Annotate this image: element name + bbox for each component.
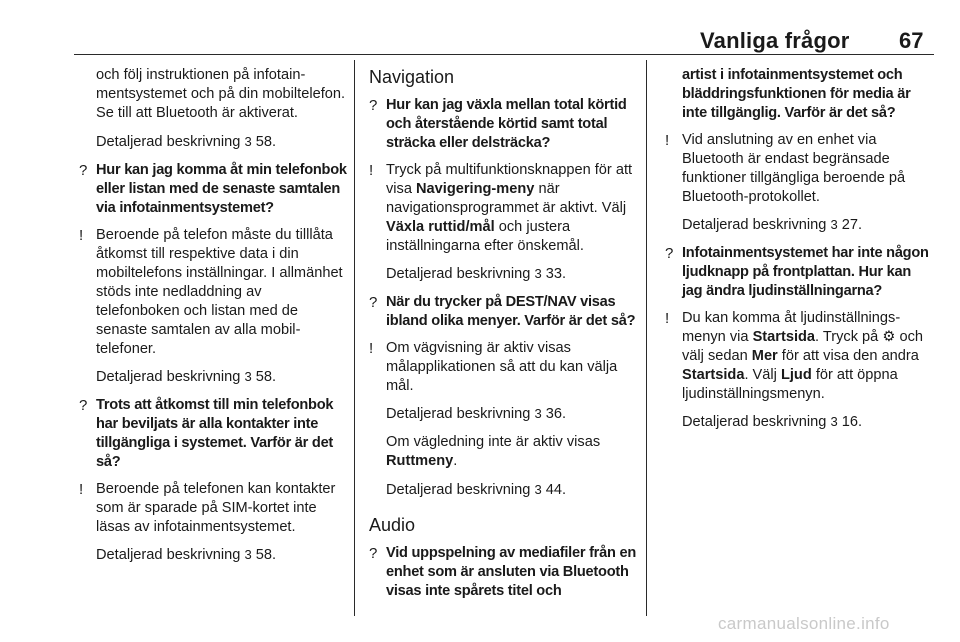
reference-page: 33. [541, 266, 567, 282]
answer-text-part: för att öppna ljudinställningsmenyn. [682, 367, 898, 402]
answer-item [665, 309, 933, 404]
arrow-right-icon: 3 [534, 266, 542, 281]
question-text: Hur kan jag komma åt min telefonbok eller listan med de senaste samtalen via infotainmentsystemet? [96, 162, 347, 216]
question-icon: ? [369, 97, 378, 114]
menu-term: Navigering-meny [416, 181, 535, 197]
question-icon: ? [369, 294, 378, 311]
answer-text: Beroende på telefonen kan kontakter som är sparade på SIM-kortet inte läsas av infotainmentsystemet. [96, 481, 336, 535]
answer-text-part: och justera inställningarna efter önskemål. [386, 219, 584, 254]
answer-text-part: . Välj [744, 367, 781, 383]
exclamation-icon: ! [369, 162, 374, 179]
paragraph: och följ instruktionen på infotainmentsystemet och på din mobiltelefon. Se till att Bluetooth är aktiverat. [96, 67, 346, 121]
section-heading-audio: Audio [369, 515, 416, 535]
menu-term: Ljud [780, 367, 812, 383]
question-text: Infotainmentsystemet har inte någon ljudknapp på frontplattan. Hur kan jag ändra ljudinställningarna? [682, 245, 929, 299]
reference-text: Detaljerad beskrivning [682, 217, 831, 233]
exclamation-icon: ! [369, 340, 374, 357]
page-header-title: Vanliga frågor [700, 28, 850, 53]
answer-text: Om vägvisning är aktiv visas målapplikationen så att du kan välja mål. [386, 340, 618, 394]
settings-icon: ⚙ [882, 329, 896, 345]
menu-term: Ruttmeny [386, 453, 454, 469]
reference-text: Detaljerad beskrivning [682, 414, 831, 430]
question-icon: ? [79, 397, 88, 414]
reference-page: 58. [251, 369, 277, 385]
column-2 [369, 66, 637, 609]
section-heading-navigation: Navigation [369, 67, 455, 87]
reference-text: Detaljerad beskrivning [386, 266, 535, 282]
question-text: artist i infotainmentsystemet och bläddringsfunktionen för media är inte tillgänglig. Varför är det så? [682, 67, 911, 121]
watermark-text: carmanualsonline.info [718, 614, 890, 633]
arrow-right-icon: 3 [830, 217, 838, 232]
reference-line [79, 132, 347, 152]
question-item [369, 293, 637, 331]
arrow-right-icon: 3 [534, 406, 542, 421]
reference-page: 27. [837, 217, 863, 233]
reference-page: 36. [541, 406, 567, 422]
arrow-right-icon: 3 [830, 414, 838, 429]
answer-text-part: för att visa den andra [777, 348, 919, 364]
reference-line [665, 412, 933, 432]
answer-item [369, 161, 637, 256]
exclamation-icon: ! [79, 227, 84, 244]
question-item [369, 544, 637, 601]
question-item [79, 161, 347, 218]
answer-item [369, 339, 637, 396]
question-icon: ? [369, 545, 378, 562]
reference-line [369, 480, 637, 500]
column-1 [79, 66, 347, 574]
reference-page: 16. [837, 414, 863, 430]
answer-text-part: Tryck på multifunktionsknappen för att visa [386, 162, 633, 197]
menu-term: Startsida [752, 329, 816, 345]
answer-text: Beroende på telefon måste du tilllåta åtkomst till respektive data i din mobiltelefons inställningar. I allmänhet stöds inte nedladdning av telefonboken och listan med de senaste samtalen av alla mobiltelefoner. [96, 227, 343, 357]
reference-page: 58. [251, 134, 277, 150]
menu-term: Växla ruttid/mål [386, 219, 495, 235]
arrow-right-icon: 3 [244, 134, 252, 149]
reference-text: Detaljerad beskrivning [96, 369, 245, 385]
page-number: 67 [899, 28, 924, 53]
answer-text [386, 161, 637, 256]
arrow-right-icon: 3 [244, 547, 252, 562]
paragraph-part: . [453, 453, 458, 469]
arrow-right-icon: 3 [244, 369, 252, 384]
column-3 [665, 66, 933, 441]
header-rule [74, 54, 934, 55]
column-divider-2 [646, 60, 647, 616]
question-item-continued [665, 66, 933, 123]
question-icon: ? [79, 162, 88, 179]
reference-text: Detaljerad beskrivning [96, 134, 245, 150]
question-item [665, 244, 933, 301]
exclamation-icon: ! [79, 481, 84, 498]
answer-text-part: och välj sedan [682, 329, 924, 364]
reference-line [79, 367, 347, 387]
arrow-right-icon: 3 [534, 482, 542, 497]
answer-item [79, 226, 347, 359]
answer-text-part: när navigationsprogrammet är aktivt. Välj [386, 181, 627, 216]
reference-line [79, 545, 347, 565]
paragraph [369, 433, 637, 471]
menu-term: Startsida [682, 367, 745, 383]
answer-item [665, 131, 933, 207]
reference-text: Detaljerad beskrivning [386, 406, 535, 422]
question-item [369, 96, 637, 153]
answer-item [79, 480, 347, 537]
reference-line [665, 215, 933, 235]
answer-text-part: . Tryck på [815, 329, 883, 345]
paragraph-part: Om vägledning inte är aktiv visas [386, 434, 601, 450]
exclamation-icon: ! [665, 310, 670, 327]
question-text: Hur kan jag växla mellan total körtid och återstående körtid samt total sträcka eller delsträcka? [386, 97, 627, 151]
reference-text: Detaljerad beskrivning [96, 547, 245, 563]
reference-text: Detaljerad beskrivning [386, 482, 535, 498]
reference-line [369, 404, 637, 424]
question-text: Vid uppspelning av mediafiler från en enhet som är ansluten via Bluetooth visas inte spårets titel och [386, 545, 636, 599]
question-text: När du trycker på DEST/NAV visas ibland olika menyer. Varför är det så? [386, 294, 636, 329]
answer-text-part: Du kan komma åt ljudinställningsmenyn via [682, 310, 901, 345]
reference-page: 44. [541, 482, 567, 498]
menu-term: Mer [751, 348, 778, 364]
answer-text: Vid anslutning av en enhet via Bluetooth är endast begränsade funktioner tillgängliga beroende på Bluetooth-protokollet. [682, 132, 906, 205]
column-divider-1 [354, 60, 355, 616]
question-text: Trots att åtkomst till min telefonbok har beviljats är alla kontakter inte tillgängliga i systemet. Varför är det så? [96, 397, 334, 470]
watermark [718, 614, 890, 634]
answer-text [682, 309, 933, 404]
question-icon: ? [665, 245, 674, 262]
reference-page: 58. [251, 547, 277, 563]
exclamation-icon: ! [665, 132, 670, 149]
question-item [79, 396, 347, 472]
reference-line [369, 264, 637, 284]
